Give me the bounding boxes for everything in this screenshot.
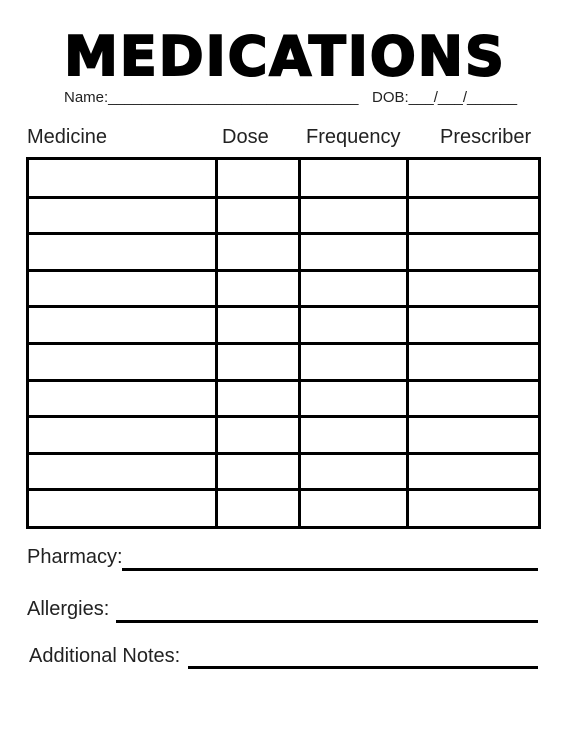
dob-field-line[interactable]: DOB:___/___/______ [372, 89, 518, 106]
table-cell-frequency[interactable] [301, 308, 405, 341]
medication-table [26, 157, 541, 529]
table-cell-prescriber[interactable] [409, 418, 536, 451]
table-cell-dose[interactable] [218, 382, 297, 415]
table-cell-prescriber[interactable] [409, 382, 536, 415]
table-cell-dose[interactable] [218, 491, 297, 524]
column-header-dose: Dose [222, 126, 269, 148]
column-header-frequency: Frequency [306, 126, 401, 148]
table-cell-frequency[interactable] [301, 235, 405, 268]
table-cell-prescriber[interactable] [409, 272, 536, 305]
table-cell-medicine[interactable] [31, 235, 214, 268]
table-cell-prescriber[interactable] [409, 308, 536, 341]
table-cell-frequency[interactable] [301, 491, 405, 524]
table-cell-medicine[interactable] [31, 308, 214, 341]
table-cell-medicine[interactable] [31, 418, 214, 451]
table-cell-prescriber[interactable] [409, 345, 536, 378]
table-cell-dose[interactable] [218, 235, 297, 268]
table-cell-medicine[interactable] [31, 345, 214, 378]
table-cell-dose[interactable] [218, 308, 297, 341]
table-cell-medicine[interactable] [31, 455, 214, 488]
table-cell-prescriber[interactable] [409, 491, 536, 524]
table-cell-dose[interactable] [218, 455, 297, 488]
table-cell-frequency[interactable] [301, 418, 405, 451]
table-cell-dose[interactable] [218, 345, 297, 378]
column-header-prescriber: Prescriber [440, 126, 532, 148]
allergies-label: Allergies: [27, 598, 110, 620]
table-cell-frequency[interactable] [301, 199, 405, 232]
additional-notes-label: Additional Notes: [29, 645, 181, 667]
table-cell-frequency[interactable] [301, 162, 405, 195]
table-cell-medicine[interactable] [31, 272, 214, 305]
table-cell-prescriber[interactable] [409, 199, 536, 232]
table-cell-frequency[interactable] [301, 272, 405, 305]
table-cell-medicine[interactable] [31, 491, 214, 524]
table-cell-prescriber[interactable] [409, 455, 536, 488]
table-cell-medicine[interactable] [31, 382, 214, 415]
table-cell-dose[interactable] [218, 418, 297, 451]
column-header-medicine: Medicine [27, 126, 108, 148]
table-cell-dose[interactable] [218, 162, 297, 195]
table-cell-medicine[interactable] [31, 199, 214, 232]
pharmacy-label: Pharmacy: [27, 546, 123, 568]
table-cell-medicine[interactable] [31, 162, 214, 195]
table-cell-frequency[interactable] [301, 455, 405, 488]
allergies-line[interactable] [116, 620, 538, 623]
pharmacy-line[interactable] [122, 568, 538, 571]
table-cell-dose[interactable] [218, 199, 297, 232]
table-cell-prescriber[interactable] [409, 162, 536, 195]
name-field-line[interactable]: Name:______________________________ [64, 89, 359, 106]
table-cell-dose[interactable] [218, 272, 297, 305]
table-cell-frequency[interactable] [301, 382, 405, 415]
table-cell-frequency[interactable] [301, 345, 405, 378]
page-title: MEDICATIONS [64, 25, 506, 88]
additional-notes-line[interactable] [188, 666, 538, 669]
table-cell-prescriber[interactable] [409, 235, 536, 268]
